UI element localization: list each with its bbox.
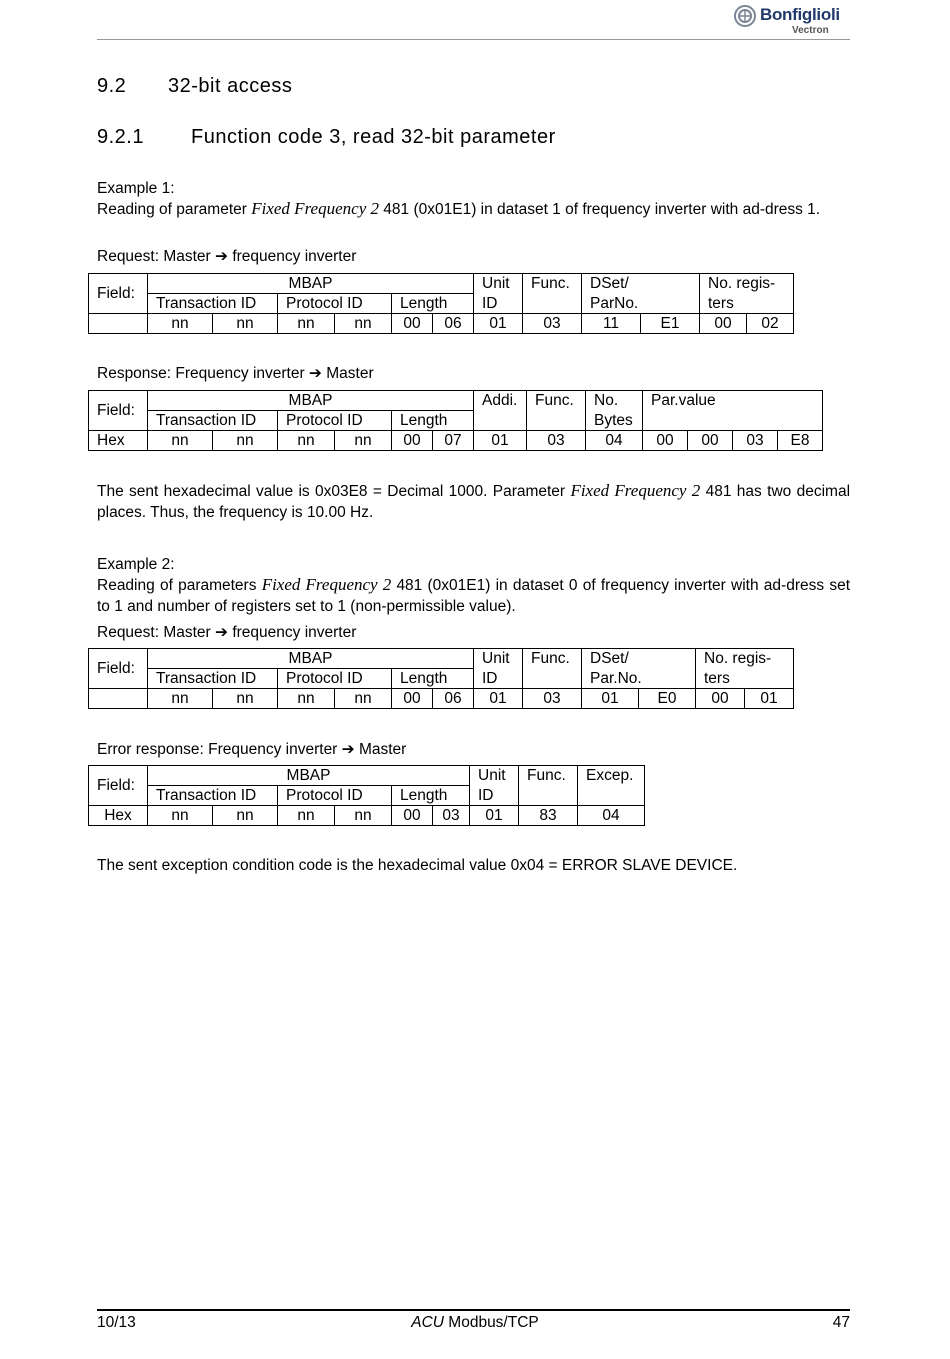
table-cell: 00 <box>696 689 745 709</box>
example1-result <box>97 480 850 523</box>
table-cell: nn <box>278 314 335 334</box>
footer-doc-title <box>0 1314 950 1332</box>
field-label: Field: <box>89 649 148 689</box>
unit-header: Unit <box>474 274 523 294</box>
table-cell: 00 <box>643 431 688 451</box>
example2-description <box>97 574 850 617</box>
parvalue-header: Par.value <box>643 391 823 431</box>
table-cell: nn <box>335 689 392 709</box>
noreg-header: No. regis- <box>696 649 794 669</box>
table-row <box>89 689 794 709</box>
table-cell: nn <box>148 806 213 826</box>
header-rule <box>97 39 850 40</box>
table-cell: 03 <box>733 431 778 451</box>
mbap-header: MBAP <box>148 274 474 294</box>
table-cell: 00 <box>700 314 747 334</box>
table-cell: Hex <box>89 431 148 451</box>
table-cell: nn <box>148 431 213 451</box>
table-cell: E8 <box>778 431 823 451</box>
unit-header-2: ID <box>474 669 523 689</box>
mbap-header: MBAP <box>148 649 474 669</box>
table-cell: 11 <box>582 314 641 334</box>
field-label: Field: <box>89 391 148 431</box>
table-cell <box>89 689 148 709</box>
table-cell: 00 <box>392 689 433 709</box>
table-cell: nn <box>278 689 335 709</box>
nobytes-header-2: Bytes <box>586 411 643 431</box>
section-number: 9.2 <box>97 75 127 97</box>
parameter-name: Fixed Frequency 2 <box>261 575 392 594</box>
example1-request-label: Request: Master ➔ frequency inverter <box>97 248 357 265</box>
dset-header-2: ParNo. <box>582 294 700 314</box>
subsection-heading <box>97 126 556 149</box>
text-run: Reading of parameter <box>97 201 252 218</box>
brand-sub: Vectron <box>792 25 829 36</box>
table-cell: 01 <box>582 689 639 709</box>
table-row <box>89 806 645 826</box>
mbap-header: MBAP <box>148 391 474 411</box>
protocol-id-header: Protocol ID <box>278 411 392 431</box>
table-cell: 03 <box>523 314 582 334</box>
transaction-id-header: Transaction ID <box>148 294 278 314</box>
length-header: Length <box>392 786 470 806</box>
unit-header-2: ID <box>470 786 519 806</box>
table-cell: nn <box>213 689 278 709</box>
example1-title: Example 1: <box>97 180 175 197</box>
mbap-header: MBAP <box>148 766 470 786</box>
table-cell: 03 <box>433 806 470 826</box>
dset-header: DSet/ <box>582 649 696 669</box>
table-cell: nn <box>335 806 392 826</box>
text-run: Reading of parameters <box>97 577 262 594</box>
table-cell: nn <box>213 806 278 826</box>
excep-header: Excep. <box>578 766 645 806</box>
subsection-number: 9.2.1 <box>97 126 144 148</box>
footer-doc-italic: ACU <box>411 1314 444 1331</box>
section-heading <box>97 75 292 98</box>
addi-header: Addi. <box>474 391 527 431</box>
length-header: Length <box>392 669 474 689</box>
example2-error-label: Error response: Frequency inverter ➔ Master <box>97 741 407 758</box>
table-cell: 07 <box>433 431 474 451</box>
table-cell: nn <box>213 314 278 334</box>
table-cell: nn <box>278 806 335 826</box>
brand-emblem-icon <box>734 5 756 27</box>
noreg-header-2: ters <box>696 669 794 689</box>
table-cell: 00 <box>392 806 433 826</box>
example1-request-table <box>88 273 794 334</box>
table-cell: 03 <box>527 431 586 451</box>
table-cell: 01 <box>474 689 523 709</box>
example1-response-table <box>88 390 823 451</box>
table-cell: nn <box>213 431 278 451</box>
table-cell: nn <box>148 314 213 334</box>
table-cell <box>89 314 148 334</box>
unit-header: Unit <box>474 649 523 669</box>
table-cell: 04 <box>586 431 643 451</box>
table-cell: E1 <box>641 314 700 334</box>
table-cell: 02 <box>747 314 794 334</box>
footer-rule <box>97 1309 850 1311</box>
text-run: 481 (0x01E1) in dataset 1 of frequency inverter with ad-dress 1. <box>378 201 821 218</box>
table-cell: nn <box>335 431 392 451</box>
protocol-id-header: Protocol ID <box>278 786 392 806</box>
table-row <box>89 431 823 451</box>
protocol-id-header: Protocol ID <box>278 294 392 314</box>
noreg-header: No. regis- <box>700 274 794 294</box>
unit-header-2: ID <box>474 294 523 314</box>
field-label: Field: <box>89 274 148 314</box>
example2-result: The sent exception condition code is the hexadecimal value 0x04 = ERROR SLAVE DEVICE. <box>97 857 738 874</box>
func-header: Func. <box>519 766 578 806</box>
field-label: Field: <box>89 766 148 806</box>
parameter-name: Fixed Frequency 2 <box>251 199 379 218</box>
example2-request-label: Request: Master ➔ frequency inverter <box>97 624 357 641</box>
example2-title: Example 2: <box>97 556 175 573</box>
example2-request-table <box>88 648 794 709</box>
table-cell: 00 <box>688 431 733 451</box>
table-cell: 06 <box>433 314 474 334</box>
section-title: 32-bit access <box>168 75 293 97</box>
table-cell: 06 <box>433 689 474 709</box>
example1-response-label: Response: Frequency inverter ➔ Master <box>97 365 374 382</box>
table-cell: 83 <box>519 806 578 826</box>
table-cell: 00 <box>392 314 433 334</box>
protocol-id-header: Protocol ID <box>278 669 392 689</box>
table-cell: 03 <box>523 689 582 709</box>
transaction-id-header: Transaction ID <box>148 669 278 689</box>
footer-page-number: 47 <box>832 1314 850 1331</box>
table-cell: Hex <box>89 806 148 826</box>
text-run: 481 (0x01E1) in dataset 0 of frequency inverter with ad-dress set to 1 and number of registers set to 1 (non-permissible value). <box>97 577 850 615</box>
brand-name: Bonfiglioli <box>760 5 840 24</box>
footer-date: 10/13 <box>97 1314 136 1331</box>
dset-header-2: Par.No. <box>582 669 696 689</box>
subsection-title: Function code 3, read 32-bit parameter <box>191 126 556 148</box>
dset-header: DSet/ <box>582 274 700 294</box>
table-cell: nn <box>278 431 335 451</box>
func-header: Func. <box>523 649 582 689</box>
func-header: Func. <box>523 274 582 314</box>
example2-error-table <box>88 765 645 826</box>
noreg-header-2: ters <box>700 294 794 314</box>
example1-description <box>97 198 850 220</box>
transaction-id-header: Transaction ID <box>148 786 278 806</box>
table-cell: E0 <box>639 689 696 709</box>
table-cell: 01 <box>745 689 794 709</box>
text-run: The sent hexadecimal value is 0x03E8 = Decimal 1000. Parameter <box>97 483 571 500</box>
length-header: Length <box>392 294 474 314</box>
text-run: 481 has two decimal places. Thus, the frequency is 10.00 Hz. <box>97 483 851 521</box>
length-header: Length <box>392 411 474 431</box>
parameter-name: Fixed Frequency 2 <box>570 481 701 500</box>
transaction-id-header: Transaction ID <box>148 411 278 431</box>
func-header: Func. <box>527 391 586 431</box>
table-cell: nn <box>148 689 213 709</box>
nobytes-header: No. <box>586 391 643 411</box>
brand-logo <box>734 4 850 38</box>
unit-header: Unit <box>470 766 519 786</box>
table-row <box>89 314 794 334</box>
table-cell: nn <box>335 314 392 334</box>
table-cell: 04 <box>578 806 645 826</box>
table-cell: 00 <box>392 431 433 451</box>
table-cell: 01 <box>470 806 519 826</box>
table-cell: 01 <box>474 314 523 334</box>
table-cell: 01 <box>474 431 527 451</box>
footer-doc-rest: Modbus/TCP <box>443 1314 539 1331</box>
